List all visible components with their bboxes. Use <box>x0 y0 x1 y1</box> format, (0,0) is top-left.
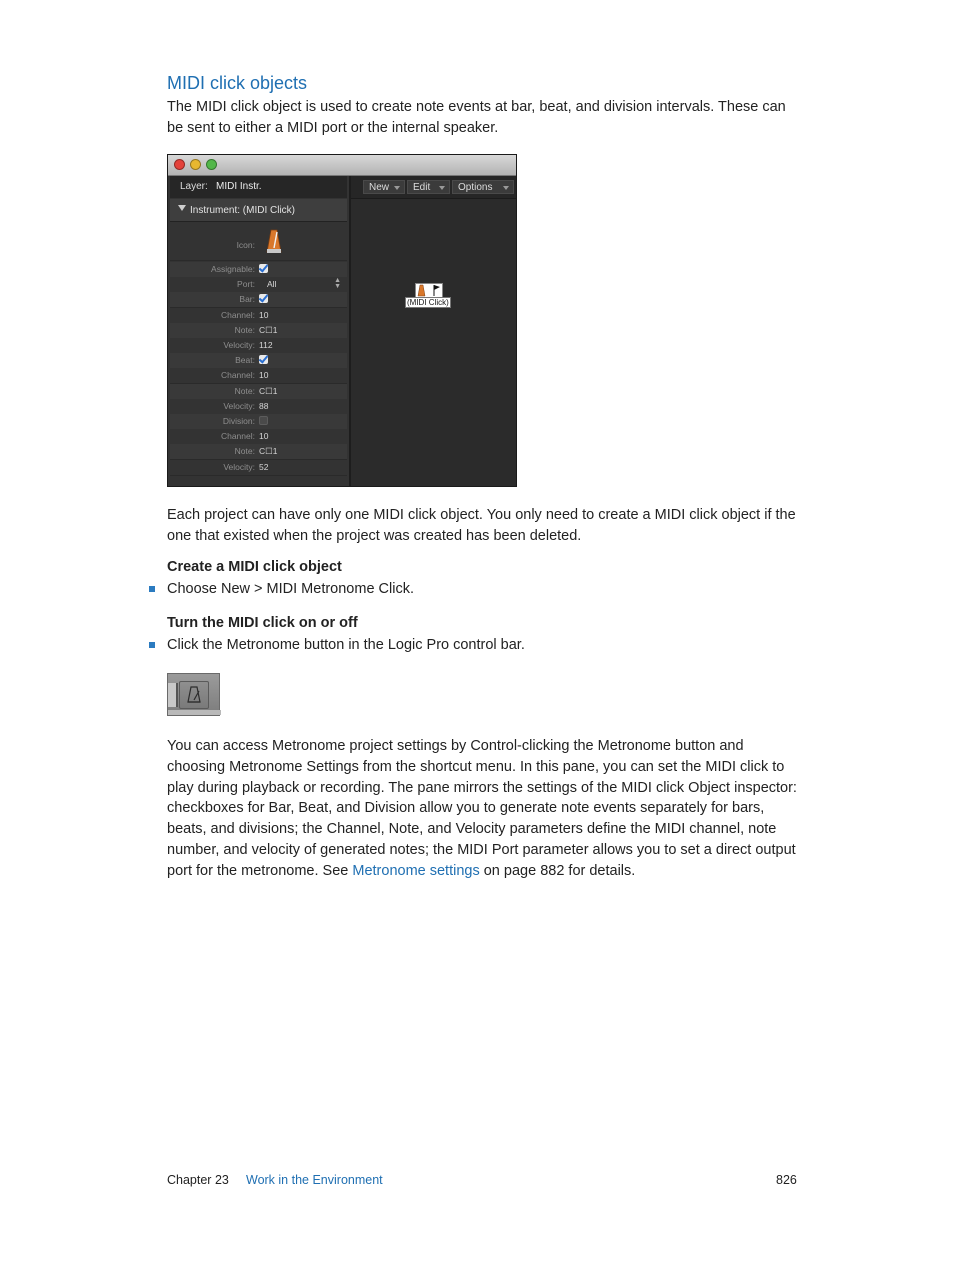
instrument-header[interactable] <box>170 199 347 222</box>
param-label: Division: <box>222 416 255 426</box>
param-value[interactable]: 52 <box>259 461 269 472</box>
param-value[interactable]: C☐1 <box>259 446 278 457</box>
para3-text-end: on page 882 for details. <box>479 862 636 879</box>
disclosure-triangle-icon[interactable] <box>178 205 186 211</box>
close-window-icon[interactable] <box>174 159 185 170</box>
layer-selector[interactable] <box>170 176 347 198</box>
param-label: Port: <box>237 279 255 290</box>
layer-label: Layer: <box>180 181 208 192</box>
param-label: Note: <box>234 324 255 335</box>
edit-menu[interactable] <box>407 180 450 194</box>
param-row <box>170 308 347 324</box>
param-value[interactable]: 10 <box>259 370 269 381</box>
param-row <box>170 262 347 278</box>
task-heading-toggle: Turn the MIDI click on or off <box>167 615 358 631</box>
param-label: Assignable: <box>211 264 255 274</box>
param-label: Note: <box>234 385 255 396</box>
paragraph-one-object: Each project can have only one MIDI click object. You only need to create a MIDI click object if the one that existed when the project was created has been deleted. <box>167 507 796 544</box>
parameter-list <box>170 222 347 486</box>
param-value[interactable]: 10 <box>259 309 269 320</box>
param-label: Note: <box>234 446 255 457</box>
param-row <box>170 338 347 354</box>
object-label: (MIDI Click) <box>407 298 449 307</box>
stepper-arrows-icon[interactable]: ▲ ▼ <box>334 277 341 291</box>
environment-window-screenshot <box>167 154 517 487</box>
object-icon-box <box>415 283 443 298</box>
param-row <box>170 353 347 369</box>
environment-canvas-panel <box>351 176 516 486</box>
edit-menu-label: Edit <box>413 182 431 193</box>
metronome-icon <box>416 284 442 297</box>
footer-page-number: 826 <box>776 1173 797 1187</box>
paragraph-metronome-settings <box>167 736 799 882</box>
param-checkbox[interactable] <box>259 264 268 273</box>
environment-canvas[interactable] <box>351 199 516 486</box>
param-row <box>170 368 347 384</box>
new-menu[interactable] <box>363 180 405 194</box>
metronome-button[interactable] <box>179 681 209 709</box>
bullet-icon <box>149 586 155 592</box>
param-label: Channel: <box>220 370 255 381</box>
param-row <box>170 399 347 415</box>
param-value[interactable]: C☐1 <box>259 324 278 335</box>
icon-label: Icon: <box>236 240 255 250</box>
param-row <box>170 429 347 445</box>
metronome-settings-link[interactable]: Metronome settings <box>352 862 480 879</box>
param-value[interactable]: 88 <box>259 400 269 411</box>
param-row <box>170 460 347 476</box>
param-row <box>170 292 347 308</box>
param-row <box>170 444 347 460</box>
options-menu[interactable] <box>452 180 514 194</box>
minimize-window-icon[interactable] <box>190 159 201 170</box>
metronome-icon <box>180 682 208 708</box>
param-checkbox[interactable] <box>259 355 268 364</box>
param-value[interactable]: All <box>267 279 277 290</box>
instrument-label: Instrument: (MIDI Click) <box>190 205 296 216</box>
param-row <box>170 277 347 293</box>
metronome-button-image <box>167 673 220 716</box>
control-bar-edge <box>168 710 221 715</box>
bullet-icon <box>149 642 155 648</box>
param-checkbox[interactable] <box>259 416 268 425</box>
param-label: Velocity: <box>223 340 255 350</box>
step-text: Choose New > MIDI Metronome Click. <box>167 581 414 597</box>
intro-paragraph: The MIDI click object is used to create note events at bar, beat, and division intervals. These can be sent to either a MIDI port or the internal speaker. <box>167 99 786 136</box>
environment-menu-bar <box>351 176 516 199</box>
task-heading-create: Create a MIDI click object <box>167 559 342 575</box>
param-label: Velocity: <box>223 400 255 411</box>
metronome-icon[interactable] <box>266 228 282 254</box>
param-row <box>170 323 347 339</box>
inspector-panel <box>168 176 351 486</box>
new-menu-label: New <box>369 182 390 193</box>
window-titlebar <box>168 155 516 176</box>
layer-value: MIDI Instr. <box>216 181 262 192</box>
chevron-down-icon <box>394 186 400 190</box>
chevron-down-icon <box>439 186 445 190</box>
param-label: Beat: <box>235 355 255 366</box>
footer-chapter: Chapter 23 <box>167 1173 229 1187</box>
param-label: Channel: <box>220 309 255 320</box>
step-text: Click the Metronome button in the Logic Pro control bar. <box>167 637 525 653</box>
para3-text: You can access Metronome project settings by Control-clicking the Metronome button and choosing Metronome Settings from the shortcut menu. In this pane, you can set the MIDI click to play during playback or recording. The pane mirrors the settings of the MIDI click Object inspector: checkboxes for Bar, Beat, and Division allow you to generate note events separately for bars, beats, and divisions; the Channel, Note, and Velocity parameters define the MIDI channel, note number, and velocity of generated notes; the MIDI Port parameter allows you to set a direct output port for the metronome. See <box>167 738 797 879</box>
control-bar-segment <box>168 683 178 707</box>
param-label: Bar: <box>239 294 255 305</box>
param-checkbox[interactable] <box>259 294 268 303</box>
param-value[interactable]: C☐1 <box>259 385 278 396</box>
param-label: Channel: <box>220 431 255 442</box>
icon-row <box>170 222 347 261</box>
param-label: Velocity: <box>223 461 255 472</box>
param-row <box>170 414 347 430</box>
footer-chapter-title-link[interactable]: Work in the Environment <box>246 1173 383 1187</box>
chevron-down-icon <box>503 186 509 190</box>
param-value[interactable]: 112 <box>259 340 273 350</box>
options-menu-label: Options <box>458 182 493 193</box>
task-step-toggle <box>149 637 525 653</box>
param-value[interactable]: 10 <box>259 431 269 442</box>
zoom-window-icon[interactable] <box>206 159 217 170</box>
param-row <box>170 384 347 400</box>
section-title: MIDI click objects <box>167 73 308 93</box>
task-step-create <box>149 581 414 597</box>
